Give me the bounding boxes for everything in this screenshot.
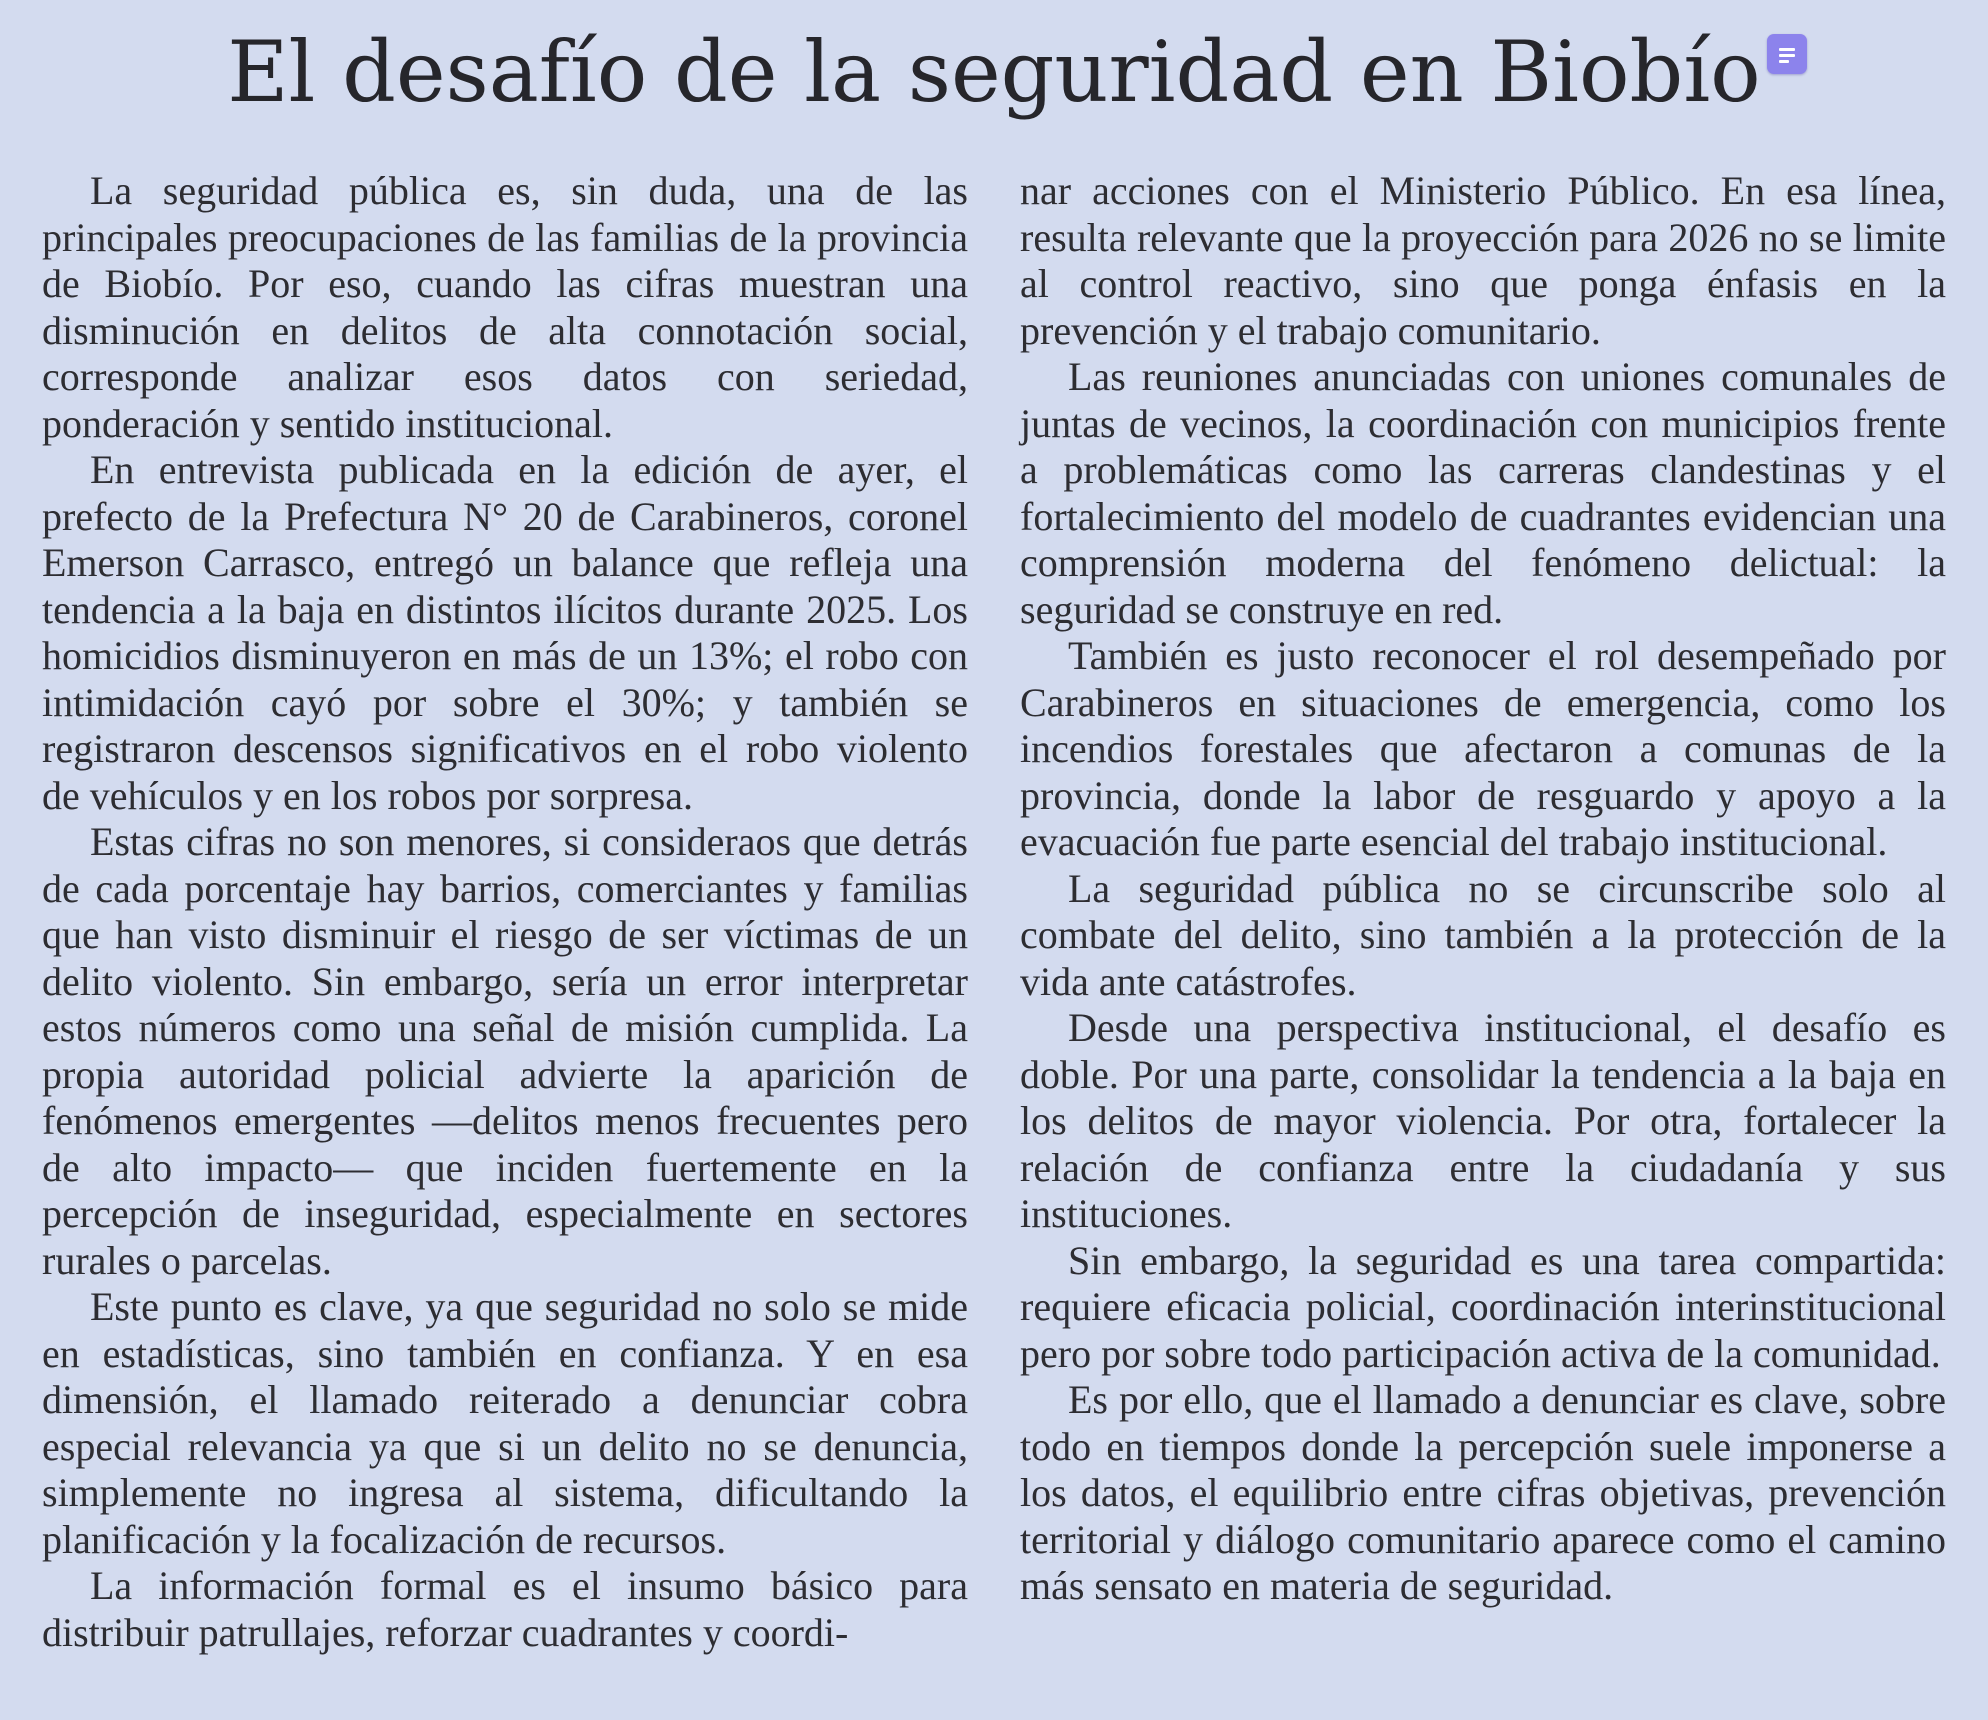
paragraph: La seguridad pública no se circunscribe solo al combate del delito, sino también a la protección de la vida ante catástrofes. <box>1020 865 1946 1004</box>
paragraph-continued: nar acciones con el Ministerio Público. En esa línea, resulta relevante que la proyección para 2026 no se limite al control reactivo, sino que ponga énfasis en la prevención y el trabajo comunitario. <box>1020 168 1946 353</box>
paragraph: Sin embargo, la seguridad es una tarea compartida: requiere eficacia policial, coordinación interinstitucional pero por sobre todo participación activa de la comunidad. <box>1020 1237 1946 1376</box>
paragraph: Estas cifras no son menores, si consideraos que detrás de cada porcentaje hay barrios, comerciantes y familias que han visto disminuir el riesgo de ser víctimas de un delito violento. Sin embargo, sería un error interpretar estos números como una señal de misión cumplida. La propia autoridad policial advierte la aparición de fenómenos emergentes —delitos menos frecuentes pero de alto impacto— que inciden fuertemente en la percepción de inseguridad, especialmente en sectores rurales o parcelas. <box>42 819 968 1283</box>
paragraph: Es por ello, que el llamado a denunciar es clave, sobre todo en tiempos donde la percepción suele imponerse a los datos, el equilibrio entre cifras objetivas, prevención territorial y diálogo comunitario aparece como el camino más sensato en materia de seguridad. <box>1020 1377 1946 1608</box>
paragraph: Las reuniones anunciadas con uniones comunales de juntas de vecinos, la coordinación con municipios frente a problemáticas como las carreras clandestinas y el fortalecimiento del modelo de cuadrantes evidencian una comprensión moderna del fenómeno delictual: la seguridad se construye en red. <box>1020 354 1946 632</box>
article-title-text: El desafío de la seguridad en Biobío <box>227 23 1761 121</box>
column-left <box>42 168 968 1688</box>
paragraph: Desde una perspectiva institucional, el desafío es doble. Por una parte, consolidar la tendencia a la baja en los delitos de mayor violencia. Por otra, fortalecer la relación de confianza entre la ciudadanía y sus instituciones. <box>1020 1005 1946 1236</box>
paragraph: La seguridad pública es, sin duda, una de las principales preocupaciones de las familias de la provincia de Biobío. Por eso, cuando las cifras muestran una disminución en delitos de alta connotación social, corresponde analizar esos datos con seriedad, ponderación y sentido institucional. <box>42 168 968 446</box>
paragraph: En entrevista publicada en la edición de ayer, el prefecto de la Prefectura N° 20 de Carabineros, coronel Emerson Carrasco, entregó un balance que refleja una tendencia a la baja en distintos ilícitos durante 2025. Los homicidios disminuyeron en más de un 13%; el robo con intimidación cayó por sobre el 30%; y también se registraron descensos significativos en el robo violento de vehículos y en los robos por sorpresa. <box>42 447 968 818</box>
comment-note-icon[interactable] <box>1767 34 1807 74</box>
article-title <box>227 22 1761 123</box>
title-area <box>0 22 1988 123</box>
paragraph: También es justo reconocer el rol desempeñado por Carabineros en situaciones de emergencia, como los incendios forestales que afectaron a comunas de la provincia, donde la labor de resguardo y apoyo a la evacuación fue parte esencial del trabajo institucional. <box>1020 633 1946 864</box>
paragraph: Este punto es clave, ya que seguridad no solo se mide en estadísticas, sino también en confianza. Y en esa dimensión, el llamado reiterado a denunciar cobra especial relevancia ya que si un delito no se denuncia, simplemente no ingresa al sistema, dificultando la planificación y la focalización de recursos. <box>42 1284 968 1562</box>
column-right <box>1020 168 1946 1688</box>
paragraph: La información formal es el insumo básico para distribuir patrullajes, reforzar cuadrantes y coordi- <box>42 1563 968 1655</box>
article-body <box>42 168 1946 1688</box>
